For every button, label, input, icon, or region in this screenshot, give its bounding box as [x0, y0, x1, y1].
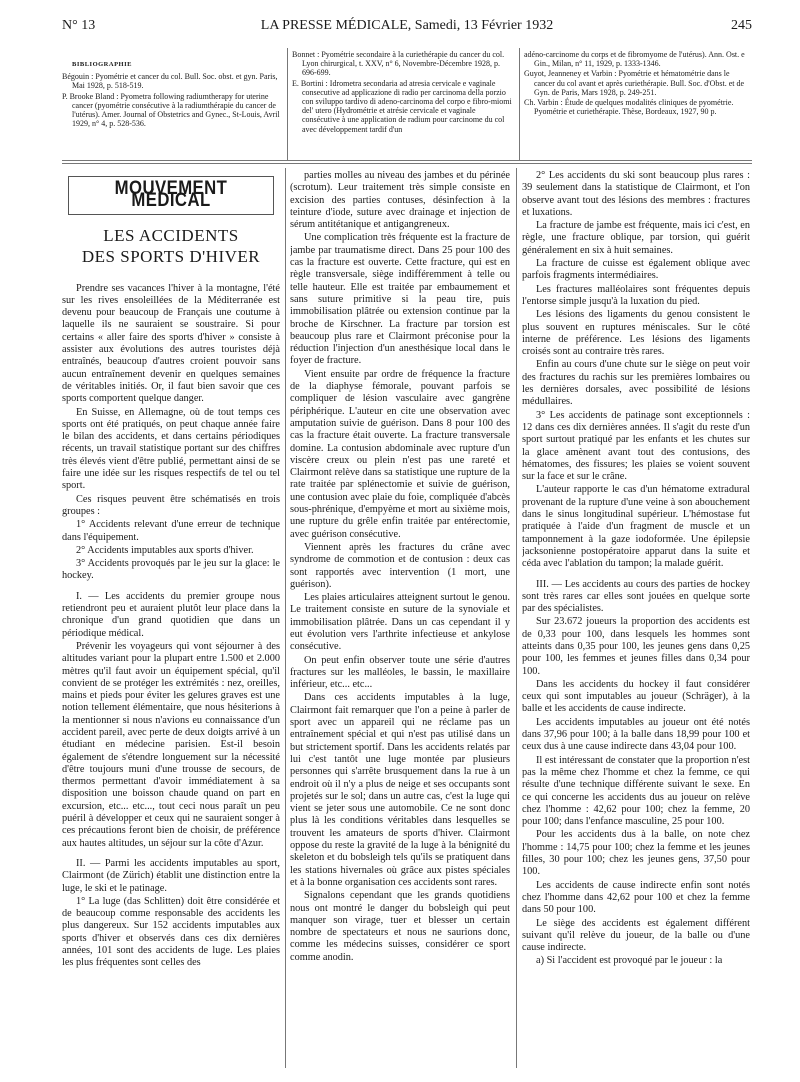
paragraph: Les lésions des ligaments du genou consistent le plus souvent en ruptures méniscales. Sur le côté interne de préférence. Les lésions des ligaments croisés sont au contraire très rares.: [522, 309, 750, 358]
paragraph: Viennent après les fractures du crâne avec syndrome de commotion et de contusion : deux cas sont rapportés avec intervention (1 mort, une guérison).: [290, 541, 510, 590]
column-1-text: [62, 283, 280, 970]
paragraph: Bonnet : Pyométrie secondaire à la curiethérapie du cancer du col. Lyon chirurgical, t. XXV, n° 6, Novembre-Décembre 1928, p. 696-699.: [292, 50, 505, 78]
paragraph: L'auteur rapporte le cas d'un hématome extradural provenant de la rupture d'une veine à son abouchement dans le sinus longitudinal supérieur. L'hémostase fut pratiquée à l'aide d'un fragment de muscle et un tamponnement à la gaze iodoformée. Une épilepsie jacksonienne postopératoire apparut dans la suite et céda avec l'ablation du tampon; la malade guérit.: [522, 484, 750, 570]
bibliography-list-1: [62, 72, 282, 128]
bibliography-heading: BIBLIOGRAPHIE: [72, 61, 132, 68]
paragraph: adéno-carcinome du corps et de fibromyome de l'utérus). Ann. Ost. e Gin., Milan, n° 11, 1929, p. 1333-1346.: [524, 50, 745, 69]
column-divider: [287, 48, 288, 160]
article-column-1: [62, 170, 280, 1070]
paragraph: La fracture de jambe est fréquente, mais ici c'est, en règle, une fracture oblique, par torsion, qui guérit généralement en six à huit semaines.: [522, 220, 750, 256]
paragraph: Vient ensuite par ordre de fréquence la fracture de la diaphyse fémorale, pouvant parfois se compliquer de lésion vasculaire avec gangrène périphérique. L'auteur en cite une observation avec amputation suivie de guérison. Dans 8 pour 100 des cas la fracture était ouverte. La fracture transversale domine. La contusion abdominale avec rupture d'un viscère creux ou plein n'est pas une rareté et Clairmont relève dans sa statistique une rupture de la rate traitée par splénectomie et suivie de guérison, une contusion avec plaie du foie, compliquée d'abcès sous-phrénique, d'empyème et mort au sixième mois, une rupture du grêle enfin traitée par entérectomie, avec guérison consécutive.: [290, 368, 510, 540]
bibliography-column-1: [62, 50, 282, 158]
column-divider: [516, 168, 517, 1068]
paragraph: III. — Les accidents au cours des parties de hockey sont très rares car elles sont jouées en quelque sorte par des spécialistes.: [522, 578, 750, 615]
paragraph: En Suisse, en Allemagne, où de tout temps ces sports ont été pratiqués, on peut chaque année faire le bilan des accidents, et dans certains périodiques récents, un travail statistique portant sur des chiffres très élevés vient d'être publié, permettant ainsi de se faire une idée sur les risques respectifs de tel ou tel sport.: [62, 406, 280, 492]
paragraph: Pour les accidents dus à la balle, on note chez l'homme : 14,75 pour 100; chez la femme et les jeunes filles, 30 pour 100; chez les jeunes gens, 37,50 pour 100.: [522, 829, 750, 878]
article-title-line-1: LES ACCIDENTS: [103, 225, 239, 245]
bibliography-column-2: [292, 50, 514, 158]
paragraph: 3° Accidents provoqués par le jeu sur la glace: le hockey.: [62, 558, 280, 582]
paragraph: Bégouin : Pyométrie et cancer du col. Bull. Soc. obst. et gyn. Paris, Mai 1928, p. 518-519.: [62, 72, 278, 91]
paragraph: 2° Les accidents du ski sont beaucoup plus rares : 39 seulement dans la statistique de Clairmont, et l'on observe avant tout des lésions des membres : fractures et luxations.: [522, 170, 750, 218]
paragraph: Les accidents imputables au joueur ont été notés dans 37,96 pour 100; à la balle dans 18,99 pour 100 et ceux dus à une cause indirecte dans 43,04 pour 100.: [522, 716, 750, 753]
paragraph: On peut enfin observer toute une série d'autres fractures sur les malléoles, le bassin, le maxillaire inférieur, etc... etc...: [290, 654, 510, 691]
paragraph: Les accidents de cause indirecte enfin sont notés chez l'homme dans 42,62 pour 100 et chez la femme dans 50 pour 100.: [522, 879, 750, 916]
paragraph: Enfin au cours d'une chute sur le siège on peut voir des fractures du rachis sur les premières lombaires ou les dernières dorsales, avec possibilité de lésions médullaires.: [522, 359, 750, 408]
section-banner: [68, 176, 274, 215]
page-header: [62, 18, 752, 38]
section-title: MOUVEMENT MÉDICAL: [114, 178, 228, 212]
paragraph: Ch. Varbin : Étude de quelques modalités cliniques de pyométrie. Pyométrie et curiethérapie. Thèse, Bordeaux, 1927, 90 p.: [524, 98, 734, 117]
section-rule: [62, 160, 752, 161]
page-number: 245: [731, 18, 752, 33]
paragraph: 3° Les accidents de patinage sont exceptionnels : 12 dans ces dix dernières années. Il s'agit du reste d'un sport surtout pratiqué par les enfants et les chutes sur la glace amènent avant tout des contusions, des hématomes, des fissures; les plaies se voient souvent sur la face et sur le crâne.: [522, 409, 750, 483]
paragraph: La fracture de cuisse est également oblique avec parfois fragments intermédiaires.: [522, 258, 750, 282]
column-2-text: [290, 170, 510, 964]
paragraph: 1° La luge (das Schlitten) doit être considérée et de beaucoup comme responsable des accidents les plus dangereux. Sur 152 accidents imputables aux sports d'hiver et observés dans ces dix dernières années, 101 sont des accidents de luge. Les plaies les plus fréquentes sont celles des: [62, 895, 280, 969]
column-divider: [519, 48, 520, 160]
article-title: [62, 225, 280, 267]
article-column-2: [290, 170, 510, 1070]
paragraph: a) Si l'accident est provoqué par le joueur : la: [536, 955, 723, 967]
paragraph: 1° Accidents relevant d'une erreur de technique dans l'équipement.: [62, 519, 280, 543]
paragraph: parties molles au niveau des jambes et du périnée (scrotum). Leur traitement très simple consiste en excision des parties contuses, désinfection à la teinture d'iode, suture avec drainage et injection de sérum antitétanique et antigangreneux.: [290, 170, 510, 231]
paragraph: 2° Accidents imputables aux sports d'hiver.: [76, 544, 254, 556]
paragraph: Les fractures malléolaires sont fréquentes depuis l'entorse simple jusqu'à la luxation du pied.: [522, 283, 750, 307]
article-title-line-2: DES SPORTS D'HIVER: [81, 246, 261, 266]
bibliography-list-2: [292, 50, 514, 134]
paragraph: Le siège des accidents est également différent suivant qu'il relève du joueur, de la balle ou d'une cause indirecte.: [522, 917, 750, 954]
column-divider: [285, 168, 286, 1068]
paragraph: Prendre ses vacances l'hiver à la montagne, l'été sur les rives ensoleillées de la Méditerranée est devenu pour beaucoup de Français une coutume à laquelle ils ne sauraient se soustraire. Si pour certains « aller faire des sports d'hiver » consiste à assister aux évolutions des autres touristes déjà entraînés, beaucoup d'autres croient pouvoir sans aucun entraînement devenir en quelques semaines de véritables initiés. Or, il faut bien savoir que ces sports comportent quelque danger.: [62, 282, 280, 405]
paragraph: Signalons cependant que les grands quotidiens nous ont montré le danger du bobsleigh qui peut manquer son virage, tuer et blesser un certain nombre de spectateurs et nous ne saurions donc, comme les médecins suisses, considérer ce sport comme anodin.: [290, 890, 510, 963]
article-column-3: [522, 170, 750, 1070]
paragraph: Dans ces accidents imputables à la luge, Clairmont fait remarquer que l'on a peine à parler de sport avec un appareil qui ne réclame pas un entraînement spécial et qui n'est pas utilisé dans un but strictement sportif. Dans les accidents relatés par lui c'est tantôt une luge montée par plusieurs personnes qui s'arrête brusquement dans la rue à un endroit où il n'y a plus de neige et ses occupants sont projetés sur le sol; dans un autre cas, c'est la luge qui vient se jeter sous une automobile. Ce ne sont donc plus là les conditions véritables dans lesquelles se trouvent les amateurs de sports d'hiver. Clairmont oppose du reste la gravité de la luge à la bénignité du skeleton et du bobsleigh tels qu'ils se pratiquent dans les stations hivernales où grâce aux pistes spéciales et à la bonne organisation ces accidents sont rares.: [290, 692, 510, 888]
bibliography-list-3: [524, 50, 750, 116]
paragraph: Il est intéressant de constater que la proportion n'est pas la même chez l'homme et chez la femme, ce qui résulte d'une technique différente suivant le sexe. En ce qui concerne les accidents dus au joueur on relève chez l'homme : 42,62 pour 100; chez la femme, 20 pour 100; dans l'enfance masculine, 25 pour 100.: [522, 754, 750, 828]
paragraph: E. Bortini : Idrometra secondaria ad atresia cervicale e vaginale consecutive ad applicazione di radio per carcinoma della porzio con sviluppo tardivo di adeno-carcinoma del corpo e fibro-miomi del' utero (Hydrométrie et atrésie cervicale et vaginale consécutive à une application de radium pour carcinome du col avec développement tardif d'un: [292, 78, 512, 134]
paragraph: Dans les accidents du hockey il faut considérer ceux qui sont imputables au joueur (Schräger), à la balle et les accidents de cause indirecte.: [522, 678, 750, 715]
paragraph: II. — Parmi les accidents imputables au sport, Clairmont (de Zürich) établit une distinction entre la luge, le ski et le patinage.: [62, 857, 280, 894]
column-3-text: [522, 170, 750, 968]
masthead-title: LA PRESSE MÉDICALE, Samedi, 13 Février 1932: [260, 18, 554, 33]
paragraph: Prévenir les voyageurs qui vont séjourner à des altitudes variant pour la plupart entre 1.500 et 2.000 mètres qu'il faut avoir un équipement spécial, qu'il convient de se protéger les extrémités : nez, oreilles, mains et pieds pour éviter les gelures graves est une notion tellement élémentaire, que nous hésiterions à la mentionner si nous n'avions eu connaissance d'un accident pareil, avec perte de deux doigts arrivé à un étudiant en médecine parisien. Est-il besoin également de s'étendre longuement sur la nécessité d'être toujours muni d'une trousse de secours, de thermos permettant d'avoir immédiatement à sa disposition une boisson chaude quand on part en excursion, etc... etc..., tout ceci nous paraît un peu puéril à développer et ceux qui ne sauraient songer à ces précautions feront bien de choisir, de préférence aux hautes altitudes, un séjour sur la côte d'Azur.: [62, 640, 280, 849]
paragraph: Sur 23.672 joueurs la proportion des accidents est de 0,33 pour 100, dans lesquels les hommes sont atteints dans 0,35 pour 100, les jeunes gens dans 0,25 pour 100, les femmes et jeunes filles dans 0,34 pour 100.: [522, 616, 750, 677]
bibliography-column-3: [524, 50, 750, 158]
paragraph: Ces risques peuvent être schématisés en trois groupes :: [62, 493, 280, 517]
paragraph: Guyot, Jeanneney et Varbin : Pyométrie et hématométrie dans le cancer du col avant et après curiethérapie. Bull. Soc. d'Obst. et de Gyn. de Paris, Mars 1928, p. 249-251.: [524, 69, 745, 97]
paragraph: P. Brooke Bland : Pyometra following radiumtherapy for uterine cancer (pyométrie consécutive à la radiumthérapie du cancer de l'utérus). Amer. Journal of Obstetrics and Gynec., St-Louis, Avril 1929, n° 4, p. 528-536.: [62, 91, 280, 129]
section-rule: [62, 163, 752, 164]
paragraph: Une complication très fréquente est la fracture de jambe par traumatisme direct. Dans 25 pour 100 des cas la fracture est ouverte. Cette fracture, qui est en règle transversale, siège indifféremment à telle ou telle hauteur. Elle est traitée par embaumement et sans suture primitive si la peau tire, puis immobilisation plâtrée ou extension continue par la broche de Kirschner. La fracture par torsion est beaucoup plus rare et Clairmont préconise pour la réduction l'injection d'un anesthésique local dans le foyer de fracture.: [290, 232, 510, 367]
paragraph: Les plaies articulaires atteignent surtout le genou. Le traitement consiste en suture de la synoviale et immobilisation plâtrée. Dans un cas cependant il y eut évolution vers l'arthrite infectieuse et ankylose consécutive.: [290, 592, 510, 653]
issue-number: N° 13: [62, 18, 96, 33]
paragraph: I. — Les accidents du premier groupe nous retiendront peu et auraient plutôt leur place dans la chronique d'un grand quotidien que dans un périodique médical.: [62, 590, 280, 639]
